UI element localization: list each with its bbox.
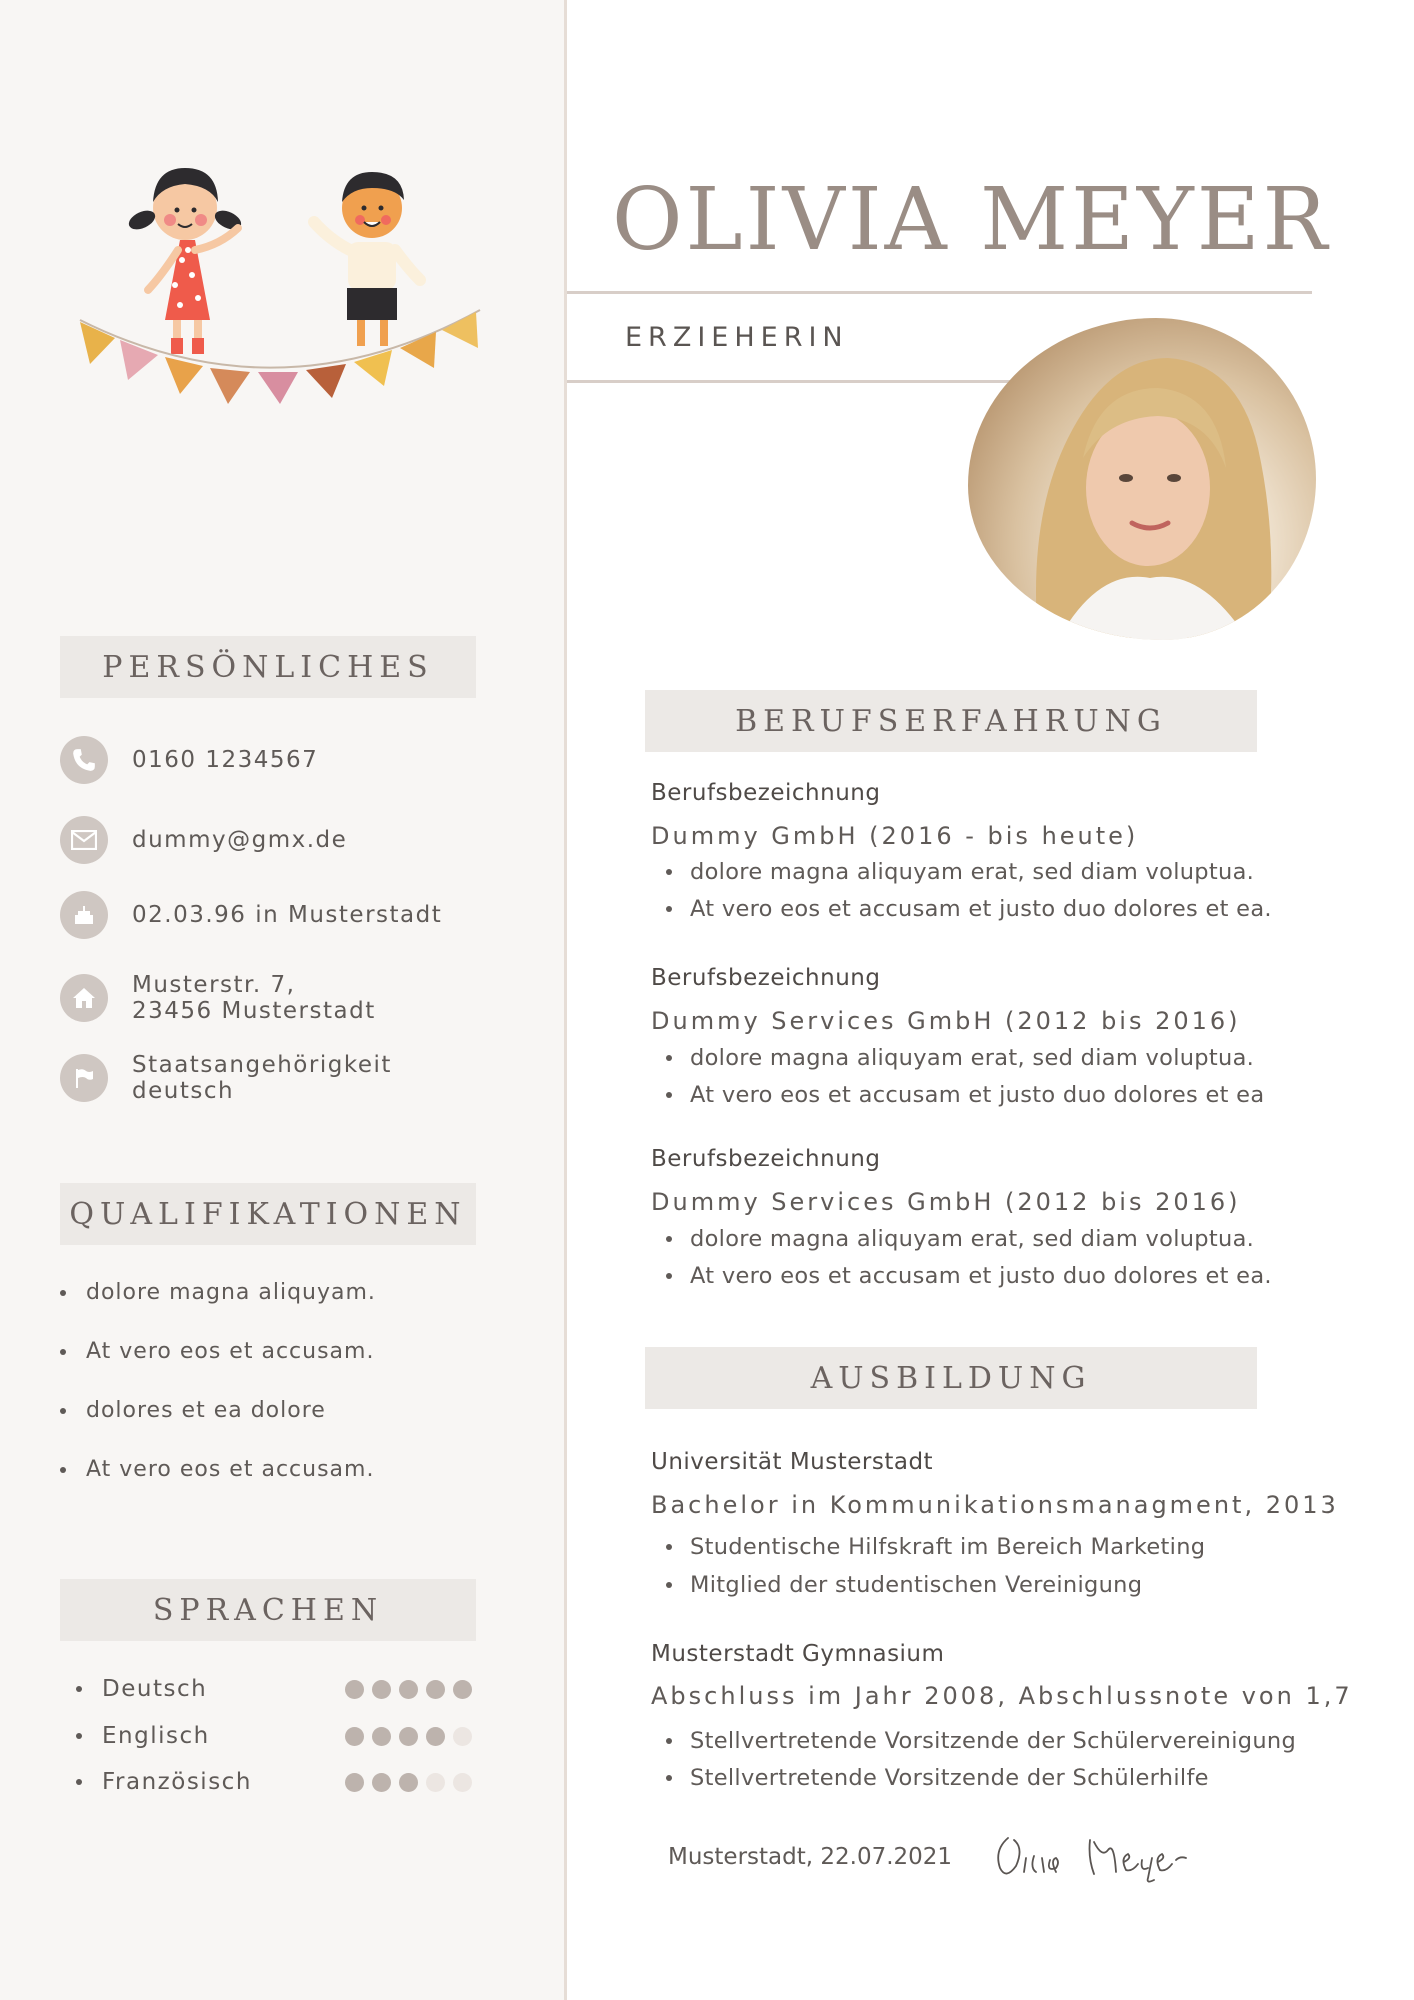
level-dot-filled bbox=[372, 1727, 391, 1746]
education-bullet: Stellvertretende Vorsitzende der Schülervereinigung bbox=[666, 1728, 1296, 1754]
address-line-1: Musterstr. 7, bbox=[132, 972, 296, 998]
level-dot-empty bbox=[426, 1773, 445, 1792]
language-row bbox=[76, 1723, 472, 1749]
qualification-item: At vero eos et accusam. bbox=[60, 1339, 374, 1364]
education-bullet: Stellvertretende Vorsitzende der Schülerhilfe bbox=[666, 1765, 1209, 1791]
signature bbox=[990, 1828, 1210, 1888]
email-text: dummy@gmx.de bbox=[132, 827, 348, 853]
flag-icon bbox=[60, 1054, 108, 1102]
education-heading: AUSBILDUNG bbox=[645, 1347, 1257, 1409]
contact-email bbox=[60, 816, 347, 864]
job-position: Berufsbezeichnung bbox=[651, 780, 881, 806]
home-icon bbox=[60, 974, 108, 1022]
language-level bbox=[345, 1773, 472, 1792]
job-bullet: dolore magna aliquyam erat, sed diam voluptua. bbox=[666, 1226, 1254, 1252]
personal-heading: PERSÖNLICHES bbox=[60, 636, 476, 698]
language-name: Englisch bbox=[102, 1723, 210, 1749]
level-dot-filled bbox=[426, 1727, 445, 1746]
boy-figure bbox=[314, 172, 420, 346]
qualification-item: dolore magna aliquyam. bbox=[60, 1280, 376, 1305]
language-level bbox=[345, 1727, 472, 1746]
nationality-label: Staatsangehörigkeit bbox=[132, 1052, 392, 1078]
level-dot-filled bbox=[345, 1680, 364, 1699]
contact-phone bbox=[60, 736, 318, 784]
qualification-item: At vero eos et accusam. bbox=[60, 1457, 374, 1482]
education-bullet: Mitglied der studentischen Vereinigung bbox=[666, 1572, 1142, 1598]
level-dot-filled bbox=[372, 1680, 391, 1699]
birth-text: 02.03.96 in Musterstadt bbox=[132, 902, 443, 928]
job-company: Dummy GmbH (2016 - bis heute) bbox=[651, 822, 1139, 850]
education-degree: Abschluss im Jahr 2008, Abschlussnote von 1,7 bbox=[651, 1682, 1353, 1710]
education-degree: Bachelor in Kommunikationsmanagment, 2013 bbox=[651, 1491, 1339, 1519]
job-company: Dummy Services GmbH (2012 bis 2016) bbox=[651, 1007, 1241, 1035]
level-dot-filled bbox=[372, 1773, 391, 1792]
nationality-text bbox=[132, 1052, 392, 1104]
qualification-item: dolores et ea dolore bbox=[60, 1398, 326, 1423]
contact-nationality bbox=[60, 1052, 392, 1104]
cake-icon bbox=[60, 891, 108, 939]
job-bullet: At vero eos et accusam et justo duo dolores et ea. bbox=[666, 1263, 1272, 1289]
profile-photo bbox=[968, 318, 1316, 640]
job-bullet: At vero eos et accusam et justo duo dolores et ea bbox=[666, 1082, 1264, 1108]
level-dot-filled bbox=[345, 1773, 364, 1792]
language-row bbox=[76, 1676, 472, 1702]
contact-birth bbox=[60, 891, 442, 939]
contact-address bbox=[60, 972, 376, 1024]
job-bullet: dolore magna aliquyam erat, sed diam voluptua. bbox=[666, 859, 1254, 885]
address-line-2: 23456 Musterstadt bbox=[132, 998, 376, 1024]
language-row bbox=[76, 1769, 472, 1795]
place-date: Musterstadt, 22.07.2021 bbox=[668, 1844, 953, 1870]
phone-text: 0160 1234567 bbox=[132, 747, 319, 773]
qualifications-heading: QUALIFIKATIONEN bbox=[60, 1183, 476, 1245]
phone-icon bbox=[60, 736, 108, 784]
level-dot-filled bbox=[453, 1680, 472, 1699]
languages-heading: SPRACHEN bbox=[60, 1579, 476, 1641]
job-position: Berufsbezeichnung bbox=[651, 1146, 881, 1172]
address-text bbox=[132, 972, 376, 1024]
level-dot-empty bbox=[453, 1727, 472, 1746]
level-dot-filled bbox=[426, 1680, 445, 1699]
job-company: Dummy Services GmbH (2012 bis 2016) bbox=[651, 1188, 1241, 1216]
job-position: Berufsbezeichnung bbox=[651, 965, 881, 991]
level-dot-filled bbox=[399, 1773, 418, 1792]
language-name: Französisch bbox=[102, 1769, 252, 1795]
level-dot-empty bbox=[453, 1773, 472, 1792]
header-rule-bottom bbox=[567, 380, 1017, 383]
experience-heading: BERUFSERFAHRUNG bbox=[645, 690, 1257, 752]
education-school: Musterstadt Gymnasium bbox=[651, 1641, 945, 1667]
person-name: OLIVIA MEYER bbox=[612, 170, 1331, 270]
level-dot-filled bbox=[399, 1727, 418, 1746]
language-name: Deutsch bbox=[102, 1676, 208, 1702]
girl-figure bbox=[126, 168, 244, 354]
level-dot-filled bbox=[399, 1680, 418, 1699]
bunting-garland bbox=[80, 310, 480, 404]
job-title: ERZIEHERIN bbox=[625, 322, 849, 353]
level-dot-filled bbox=[345, 1727, 364, 1746]
job-bullet: At vero eos et accusam et justo duo dolores et ea. bbox=[666, 896, 1272, 922]
mail-icon bbox=[60, 816, 108, 864]
job-bullet: dolore magna aliquyam erat, sed diam voluptua. bbox=[666, 1045, 1254, 1071]
education-bullet: Studentische Hilfskraft im Bereich Marketing bbox=[666, 1534, 1205, 1560]
language-level bbox=[345, 1680, 472, 1699]
kids-bunting-illustration bbox=[70, 150, 500, 530]
header-rule-top bbox=[567, 291, 1312, 294]
education-school: Universität Musterstadt bbox=[651, 1449, 934, 1475]
vertical-divider bbox=[564, 0, 567, 2000]
nationality-value: deutsch bbox=[132, 1078, 235, 1104]
